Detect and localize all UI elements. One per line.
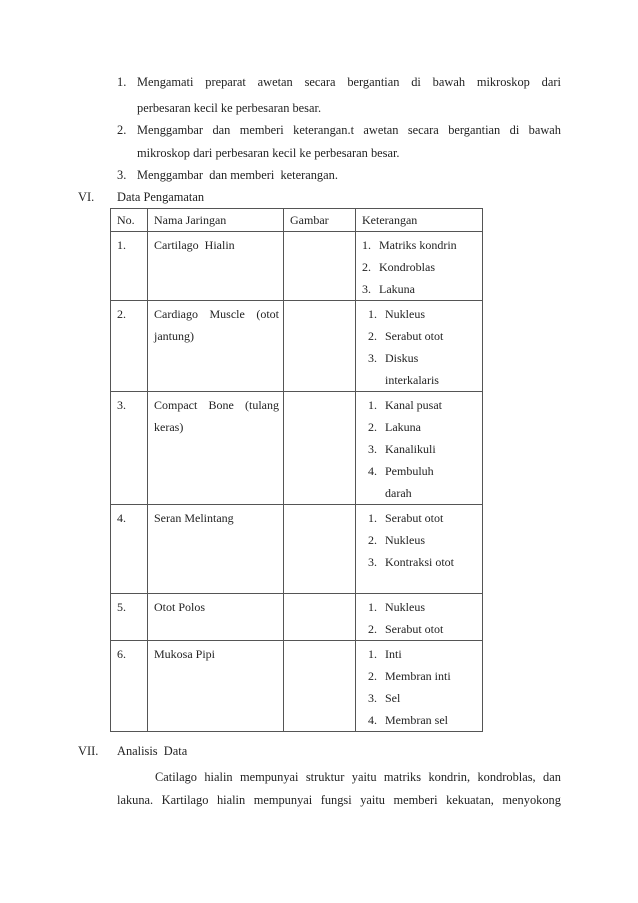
keterangan-item [368,507,482,529]
cell-keterangan [356,505,483,594]
step-1-line-2: perbesaran kecil ke perbesaran besar. [137,101,322,115]
word: kekuatan, [446,793,494,807]
word: Mengamati [137,75,194,89]
word: kondroblas, [477,770,536,784]
item-text: Matriks kondrin [379,238,457,252]
word: awetan [363,123,399,137]
keterangan-list [368,303,482,391]
keterangan-list [368,507,482,573]
keterangan-item [368,438,482,460]
keterangan-item [368,303,482,325]
item-text: Sel [385,691,401,705]
header-nama-jaringan: Nama Jaringan [148,209,284,232]
item-number: 1. [368,600,377,614]
item-number: 3. [362,282,371,296]
table-row [111,232,483,301]
cell-gambar [284,505,356,594]
word: keterangan.t [293,123,355,137]
item-text: Kanal pusat [385,398,442,412]
word: Catilago [155,770,197,784]
header-no: No. [111,209,148,232]
step-3-number: 3. [117,168,127,182]
cell-keterangan [356,594,483,641]
item-text: Kontraksi otot [385,555,454,569]
item-number: 1. [368,398,377,412]
name-word: Compact [154,398,198,412]
cell-gambar [284,301,356,392]
cell-keterangan [356,641,483,732]
name-line-1 [154,394,283,416]
name-line-1 [154,596,283,618]
item-text: Diskus interkalaris [385,351,439,387]
cell-nama-jaringan [148,232,284,301]
item-text: Membran sel [385,713,448,727]
keterangan-item [368,460,482,504]
keterangan-item [368,394,482,416]
cell-no: 4. [111,505,148,594]
keterangan-item [368,596,482,618]
word: bergantian [347,75,400,89]
cell-keterangan [356,232,483,301]
word: dari [541,75,561,89]
item-text: Kanalikuli [385,442,436,456]
cell-no: 3. [111,392,148,505]
word: awetan [257,75,293,89]
table-row [111,594,483,641]
name-word: Muscle [209,307,245,321]
word: secara [407,123,439,137]
word: fungsi [320,793,352,807]
keterangan-list [368,394,482,504]
cell-no: 1. [111,232,148,301]
name-line-2: jantung) [154,329,194,343]
keterangan-item [368,325,482,347]
cell-gambar [284,392,356,505]
word: bawah [432,75,466,89]
cell-no: 2. [111,301,148,392]
table-row [111,301,483,392]
cell-nama-jaringan [148,594,284,641]
keterangan-item [368,618,482,640]
item-number: 1. [362,238,371,252]
name-word: Mukosa Pipi [154,647,216,661]
keterangan-item [368,529,482,551]
cell-keterangan [356,301,483,392]
analysis-paragraph-line-1 [155,770,561,785]
word: memberi [239,123,284,137]
cell-gambar [284,594,356,641]
word: menyokong [502,793,561,807]
item-text: Lakuna [379,282,415,296]
item-number: 2. [362,260,371,274]
word: preparat [205,75,246,89]
table-row [111,641,483,732]
item-number: 2. [368,420,377,434]
word: Menggambar [137,123,204,137]
step-3-line-1: Menggambar dan memberi keterangan. [137,168,338,182]
table-row [111,392,483,505]
item-number: 2. [368,329,377,343]
keterangan-list [362,234,482,300]
item-number: 3. [368,691,377,705]
table-header-row [111,209,483,232]
item-text: Membran inti [385,669,451,683]
name-word: (otot [256,307,279,321]
analysis-paragraph-line-2 [117,793,561,808]
item-number: 3. [368,351,377,365]
item-number: 1. [368,307,377,321]
word: lakuna. [117,793,154,807]
cell-nama-jaringan [148,641,284,732]
item-number: 1. [368,647,377,661]
word: dan [543,770,561,784]
word: kondrin, [428,770,471,784]
item-number: 3. [368,555,377,569]
name-word: Otot Polos [154,600,206,614]
item-text: Pembuluh darah [385,464,434,500]
item-number: 2. [368,669,377,683]
item-text: Serabut otot [385,329,444,343]
item-text: Nukleus [385,307,425,321]
cell-gambar [284,232,356,301]
word: hialin [204,770,233,784]
item-text: Lakuna [385,420,421,434]
item-number: 4. [368,464,377,478]
name-word: Cartilago Hialin [154,238,235,252]
item-number: 4. [368,713,377,727]
word: yaitu [360,793,385,807]
word: Kartilago [161,793,209,807]
name-line-1 [154,234,283,256]
keterangan-item [362,278,482,300]
cell-nama-jaringan [148,301,284,392]
step-2-line-2: mikroskop dari perbesaran kecil ke perbesaran besar. [137,146,400,160]
observation-table [110,208,483,732]
keterangan-item [368,665,482,687]
keterangan-item [362,256,482,278]
item-text: Serabut otot [385,622,444,636]
cell-no: 6. [111,641,148,732]
section-6-numeral: VI. [78,190,95,204]
keterangan-list [368,596,482,640]
section-7-numeral: VII. [78,744,99,758]
cell-keterangan [356,392,483,505]
name-line-1 [154,303,283,325]
word: matriks [383,770,422,784]
item-number: 2. [368,622,377,636]
item-text: Serabut otot [385,511,444,525]
word: memberi [393,793,438,807]
header-gambar: Gambar [284,209,356,232]
keterangan-item [368,687,482,709]
step-1-number: 1. [117,75,127,89]
keterangan-item [368,551,482,573]
item-text: Kondroblas [379,260,435,274]
name-word: (tulang [244,398,279,412]
cell-nama-jaringan [148,392,284,505]
item-text: Nukleus [385,600,425,614]
item-number: 3. [368,442,377,456]
name-word: Cardiago [154,307,198,321]
name-word: Seran Melintang [154,511,234,525]
item-number: 1. [368,511,377,525]
section-6-title: Data Pengamatan [117,190,205,204]
keterangan-item [368,709,482,731]
name-line-1 [154,507,283,529]
keterangan-list [368,643,482,731]
keterangan-item [368,643,482,665]
cell-nama-jaringan [148,505,284,594]
name-line-2: keras) [154,420,184,434]
step-2-number: 2. [117,123,127,137]
keterangan-item [368,416,482,438]
word: dan [212,123,231,137]
item-number: 2. [368,533,377,547]
word: di [509,123,520,137]
word: struktur [305,770,345,784]
word: hialin [216,793,246,807]
keterangan-item [368,347,482,391]
cell-gambar [284,641,356,732]
word: bawah [528,123,561,137]
item-text: Inti [385,647,402,661]
keterangan-item [362,234,482,256]
header-keterangan: Keterangan [356,209,483,232]
word: mikroskop [476,75,530,89]
step-2-line-1 [137,123,561,138]
name-word: Bone [208,398,234,412]
word: mempunyai [253,793,313,807]
table-row [111,505,483,594]
word: di [411,75,421,89]
section-7-title: Analisis Data [117,744,188,758]
cell-no: 5. [111,594,148,641]
step-1-line-1 [137,75,561,90]
word: secara [304,75,336,89]
name-line-1 [154,643,283,665]
item-text: Nukleus [385,533,425,547]
word: yaitu [351,770,377,784]
word: mempunyai [239,770,299,784]
word: bergantian [448,123,501,137]
